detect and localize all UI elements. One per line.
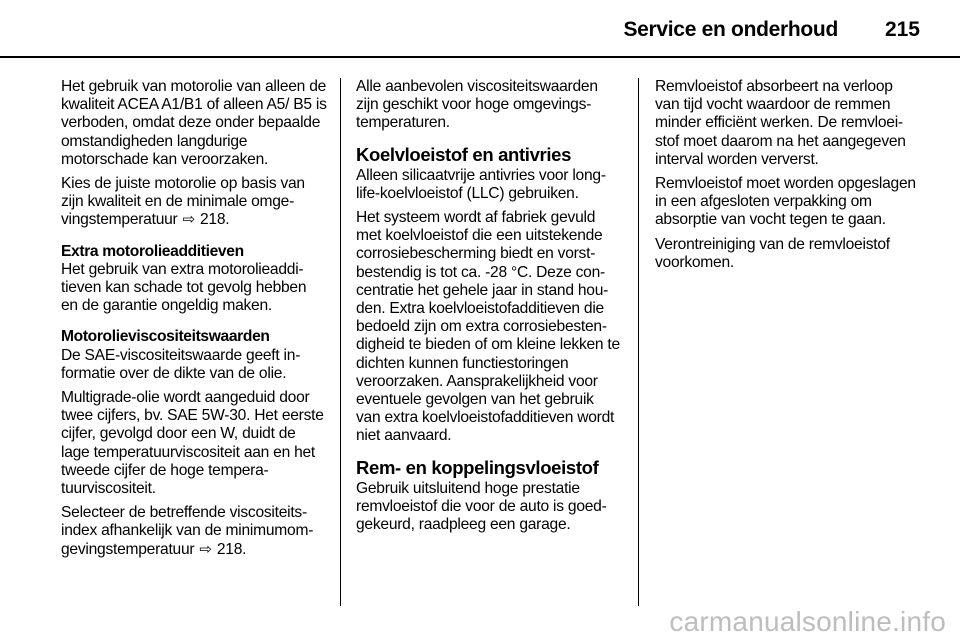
- page-reference-icon: ⇨: [199, 540, 212, 558]
- column-1: [61, 78, 327, 565]
- column-divider: [638, 78, 639, 606]
- subheading-viscosity: Motorolieviscositeitswaarden: [61, 328, 270, 346]
- page-header: [0, 0, 960, 56]
- paragraph: Verontreiniging van de remvloeistof voorkomen.: [655, 235, 890, 271]
- paragraph: Alleen silicaatvrije antivries voor long-life-koelvloeistof (LLC) gebruiken.: [356, 166, 606, 202]
- paragraph-text: Kies de juiste motorolie op basis van zijn kwaliteit en de minimale omgevingstemperatuur: [61, 175, 305, 229]
- page-reference: 218.: [216, 540, 247, 558]
- paragraph: De SAE-viscositeitswaarde geeft informatie over de dikte van de olie.: [61, 346, 301, 382]
- watermark: carmanualsonline.info: [669, 606, 946, 637]
- heading-coolant: Koelvloeistof en antivries: [356, 143, 572, 165]
- page-number: 215: [884, 18, 920, 41]
- paragraph: [61, 504, 327, 559]
- column-divider: [340, 78, 341, 606]
- paragraph: Multigrade-olie wordt aangeduid door twee cijfers, bv. SAE 5W-30. Het eerste cijfer, gevolgd door een W, duidt de lage temperatuurviscositeit aan en het tweede cijfer de hoge temperatuurviscositeit.: [61, 389, 324, 498]
- paragraph: Het gebruik van extra motorolieadditieven kan schade tot gevolg hebben en de garantie ongeldig maken.: [61, 260, 307, 315]
- page-title: Service en onderhoud: [623, 18, 838, 41]
- paragraph: Gebruik uitsluitend hoge prestatie remvloeistof die voor de auto is goedgekeurd, raadpleeg een garage.: [356, 479, 607, 534]
- heading-brake-fluid: Rem- en koppelingsvloeistof: [356, 456, 599, 478]
- paragraph: Remvloeistof moet worden opgeslagen in een afgesloten verpakking om absorptie van vocht tegen te gaan.: [655, 175, 916, 229]
- paragraph: Alle aanbevolen viscositeitswaarden zijn geschikt voor hoge omgevingstemperaturen.: [356, 78, 598, 132]
- page-reference: 218.: [200, 211, 230, 229]
- paragraph-text: Selecteer de betreffende viscositeitsindex afhankelijk van de minimumomgevingstemperatuur: [61, 504, 314, 558]
- page-reference-icon: ⇨: [182, 211, 195, 229]
- column-3: [655, 78, 921, 278]
- column-2: [356, 78, 622, 540]
- paragraph: [61, 175, 327, 230]
- paragraph: Het systeem wordt af fabriek gevuld met koelvloeistof die een uitstekende corrosiebescherming biedt en vorstbestendig is tot ca. -28 °C. Deze concentratie het gehele jaar in stand houden. Extra koelvloeistofadditieven die bedoeld zijn om extra corrosiebestendigheid te bieden of om kleine lekken te dichten kunnen functiestoringen veroorzaken. Aansprakelijkheid voor eventuele gevolgen van het gebruik van extra koelvloeistofadditieven wordt niet aanvaard.: [356, 209, 620, 445]
- header-rule: [0, 56, 960, 58]
- paragraph: Het gebruik van motorolie van alleen de kwaliteit ACEA A1/B1 of alleen A5/ B5 is verboden, omdat deze onder bepaalde omstandigheden langdurige motorschade kan veroorzaken.: [61, 78, 327, 168]
- subheading-extra-additives: Extra motorolieadditieven: [61, 242, 244, 260]
- paragraph: Remvloeistof absorbeert na verloop van tijd vocht waardoor de remmen minder efficiënt werken. De remvloeistof moet daarom na het aangegeven interval worden ververst.: [655, 78, 906, 168]
